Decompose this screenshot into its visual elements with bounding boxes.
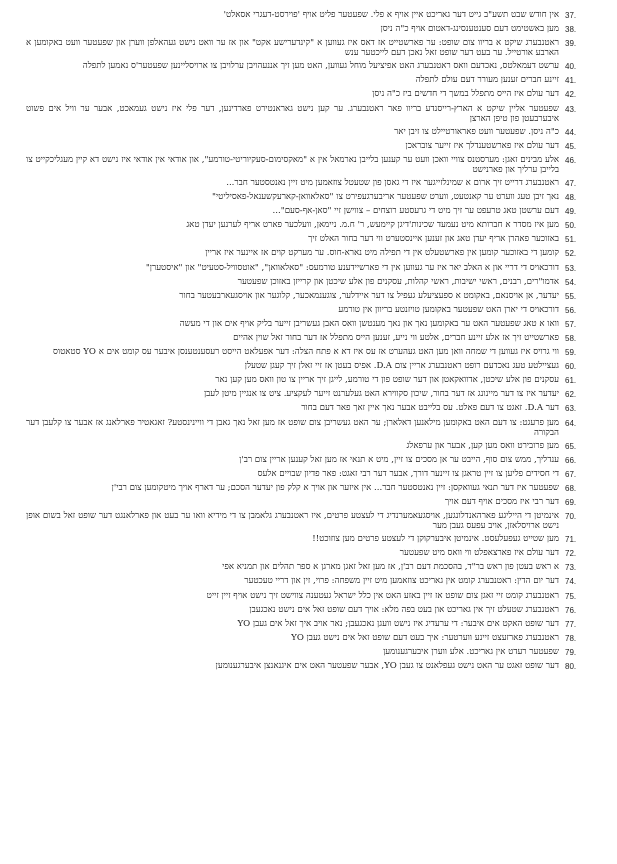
item-number: 55. — [565, 291, 577, 301]
item-number: 63. — [565, 404, 577, 414]
item-number: 57. — [565, 319, 577, 329]
list-item — [26, 234, 587, 245]
item-text: די חסידים פליען צו זיין טראגן צו זיינער דורך, אבער דער רבי זאגט: פאר פדיון שבויים אלעס — [257, 468, 559, 479]
list-item — [26, 319, 587, 330]
item-text: דער עולם איז פארשטענדלך איז זייער צובראכן — [405, 140, 559, 151]
item-text: מען באשטימט דעם סענטענסינג-דאטום אויף כ"ה ניסן — [380, 24, 559, 35]
numbered-list — [26, 10, 587, 672]
item-number: 48. — [565, 193, 577, 203]
item-number: 37. — [565, 11, 577, 20]
item-text: מען איז מסדר א חברותא מיט נעמעד שכינות'דיגן קיימעש, ר' ח.מ. ניימאן, וועלכער פארט אריף לערנען יעדן טאג — [186, 220, 559, 231]
item-text: ענדליך, ממש צום סוף, הייבט ער אן מסכים צו זיין, מיט א תנאי אז מען זאל קענען אריין צום רב'ן — [239, 454, 559, 465]
item-text: ווי גרויס איז געווען די שמחה וואן מען האט געהערט אז עס איז דא א פתח הצלה: דער אפעלאט הייסט רעסענטענסן איבער עס קומט אים א YO סטאטוס — [53, 347, 559, 358]
list-item — [26, 291, 587, 302]
list-item — [26, 38, 587, 58]
item-number: 58. — [565, 333, 577, 343]
item-text: דער שופט זאגט ער האט נישט געפלאנט צו געבן YO, אבער שפעטער האט אים איגנאנצן איבערגענומען — [215, 661, 559, 672]
list-item — [26, 661, 587, 672]
item-number: 56. — [565, 305, 577, 315]
item-text: מען שטייט געפעלעסט. אינמיטן איבערקוקן די לעצטע פרטים מען צוזוכט!! — [312, 534, 559, 545]
item-number: 79. — [565, 647, 577, 657]
item-text: זיינע חברים זענען מעורר דעם עולם לתפלה — [415, 75, 559, 86]
item-number: 74. — [565, 577, 577, 587]
item-number: 77. — [565, 619, 577, 629]
list-item — [26, 619, 587, 630]
item-text: יעדער איז צו דער מיינונג אז דער בחור, שיכון סקווירא האט געלערנט זייער לעקציע. ציט צו אנגיין מיטן לעבן — [203, 389, 559, 400]
list-item — [26, 403, 587, 414]
item-number: 61. — [565, 376, 577, 386]
list-item — [26, 347, 587, 358]
item-number: 59. — [565, 348, 577, 358]
list-item — [26, 455, 587, 466]
item-text: אדמו"רים, רבנים, ראשי ישיבות, ראשי קהלות, עסקנים פון אלע שיכטן און קרייזן באזוכן שפעטער — [237, 276, 559, 287]
item-text: שפעטער אליין שיקט א הארץ-רייסנדע בריוו פאר ראטנבערג. ער קען נישט גאראנטירט פארדינען, דער פלי איז נישט געמאכט, אבער ער וויל אים פשוט איבערבעטן פון טיפן הארצן — [26, 103, 559, 124]
item-text: שפעטער איז דער תנאי געוואקסן: זיין נאנטסטער חבר... אין איזער און אויך א קלק פון יעדער הסכם; ער דארף אויך מיטקומען צום רבי'ן — [111, 482, 559, 493]
item-number: 45. — [565, 141, 577, 151]
item-text: פארשטייט זיך אז אלע זיינע חברים, אלטע ווי נייע, זענען הייס מתפלל אז דער בחור זאל שוין אהיים — [233, 332, 559, 343]
item-text: מען פרעגט: צו דעם האט באקומען מילאנען דאלארן; ער האט געשריבן צום שופט אז מען זאל נאך גאבן די וויינינסטע? זאגאטיר פארלאנג אז אבער צו קלעבן דער הבקורה — [26, 417, 559, 438]
item-number: 64. — [565, 418, 577, 428]
item-text: ראטנבערג שטעלט זיך אין גאריכט און בעט בפה מלא: אויך דעם שופט זאל אים נישט נאכגעבן — [249, 604, 559, 615]
list-item — [26, 605, 587, 616]
item-number: 67. — [565, 469, 577, 479]
list-item — [26, 141, 587, 152]
item-number: 54. — [565, 277, 577, 287]
item-text: מען פרובירט וואס מען קען, אבער און ערפאלג — [406, 440, 559, 451]
list-item — [26, 263, 587, 274]
item-text: אין חודש שבט תשע"ב גייט דער גאריכט איין אויף א פלי. שפעטער פליט אויף 'פוירסט-דעגרי אסאלט' — [223, 10, 559, 20]
list-item — [26, 10, 587, 21]
item-number: 60. — [565, 362, 577, 372]
item-text: דער עולם איז הייס מתפלל במשך די חדשים ביז כ"ה ניסן — [372, 89, 559, 100]
list-item — [26, 389, 587, 400]
item-text: ראטנבערג שיקט א בריוו צום שופט: ער פארשטייט אז דאס איז געווען א "קינדערישע אקט" און אז ער וואט נישט געהאלפן ווערן און שפעטער וועט באקומען א הארבע אורטייל. ער בעט דער שופט זאל נאכן דעם לייכטער ענש — [26, 38, 559, 59]
item-text: דורכאויס די דריי און א האלב יאר איז ער געווען אין די פארשיידענע טורמעס: "סאלאוואן", "אוטסוויל-סטעיט" און "איסטערן" — [145, 262, 559, 273]
item-text: דער שופט האקט אים איבער: די ערעדיג איז נישט וועגן נאכגעבן; נאר אויב איך זאל אים געבן YO — [237, 618, 559, 629]
list-item — [26, 483, 587, 494]
item-number: 51. — [565, 235, 577, 245]
item-number: 49. — [565, 207, 577, 217]
item-number: 66. — [565, 455, 577, 465]
list-item — [26, 206, 587, 217]
item-number: 65. — [565, 441, 577, 451]
item-text: אלע מבינים זאגן: מערסטנס צוויי וואכן וועט ער קענען בלייבן נארמאל אין א "מאקסימום-סעקיוריטי-טורמע", און אודאי אין אודאי איז נישט דא קיין מעגליכקייט צו בלייבן ערליך און פארנישט — [26, 154, 559, 175]
list-item — [26, 24, 587, 35]
item-text: נאך זיבן טעג ווערט ער קאנטעט, ווערט שפעטער אריבערגעפירט צו "סאלאוואן-קארעקשענאל-פאסיליטי" — [211, 192, 559, 203]
item-text: געציילטע טעג נאכדעם רופט ראטנבערג אריין צום D.A. אפיס בעטן אז זיי זאלן זיך קעגן שטעלן — [244, 361, 559, 372]
item-text: דורכאויס די יארן האט שפעטער באקומען טויזנטע בריוון אין טורמע — [338, 304, 559, 315]
item-text: דער D.A. זאגט צו דעם פאלט. עס בלייבט אבער נאך איין זאך פאר דעם בחור — [301, 403, 559, 414]
item-number: 69. — [565, 498, 577, 507]
item-number: 40. — [565, 62, 577, 72]
list-item — [26, 469, 587, 480]
list-item — [26, 333, 587, 344]
item-number: 68. — [565, 483, 577, 493]
list-item — [26, 633, 587, 644]
item-number: 52. — [565, 249, 577, 259]
item-text: א ראש בעטן פון ראש בר"ד, בהסכמת דעם רב'ן, אז מען זאל זאגן מארגן א ספר תהלים און תמניא אפי — [222, 562, 559, 573]
item-text: דער עולם איז פארצאפלט ווי וואס מיט שפעטער — [399, 548, 559, 559]
item-number: 47. — [565, 178, 577, 188]
item-number: 41. — [565, 76, 577, 86]
item-number: 78. — [565, 633, 577, 643]
list-item — [26, 61, 587, 72]
list-item — [26, 647, 587, 658]
item-text: קומען די באזוכער קומען אין פארשטעלט אין די תפילה מיט נארא-חוס. ער מערקט קוים אז איינער איז אריין — [205, 248, 559, 259]
item-text: אינמיטן די הייליגע פארהאנדלונגען, אויסגעאמערנדיג די לעצטע פרטים, איז ראטנבערג גלאמבן צו די מידיא וואו ער בעט און פארלאנגט דער שופט זאל בשום אופן נישט ארויסלאזן, אויב עפעס געבן מער — [26, 511, 559, 532]
list-item — [26, 277, 587, 288]
item-number: 50. — [565, 221, 577, 231]
list-item — [26, 441, 587, 452]
item-text: עסקנים פון אלע שיכטן, אדוואקאטן און דער שופט פון די טורמע, לייגן זיך אריין צו טון וואס מען קען נאר — [215, 375, 559, 386]
list-item — [26, 178, 587, 189]
item-number: 43. — [565, 104, 577, 114]
item-number: 72. — [565, 549, 577, 559]
list-item — [26, 511, 587, 531]
list-item — [26, 548, 587, 559]
item-number: 62. — [565, 390, 577, 400]
list-item — [26, 248, 587, 259]
item-text: וואו א טאג שפעטער האט ער באקומען נאך און נאך מענטשן וואס האבן געשריבן זייער בליק אויף אים און די מעשה — [179, 318, 559, 329]
list-item — [26, 155, 587, 175]
list-item — [26, 497, 587, 508]
item-number: 71. — [565, 535, 577, 545]
item-text: שפעטער רעדט אין גאריכט. אלע ווערן איבערגענומען — [383, 646, 559, 657]
item-number: 75. — [565, 591, 577, 601]
list-item — [26, 127, 587, 138]
list-item — [26, 361, 587, 372]
list-item — [26, 75, 587, 86]
item-number: 53. — [565, 263, 577, 273]
list-item — [26, 305, 587, 316]
list-item — [26, 104, 587, 124]
list-item — [26, 591, 587, 602]
item-number: 76. — [565, 605, 577, 615]
list-item — [26, 89, 587, 100]
list-item — [26, 192, 587, 203]
item-text: דער יום הדין: ראטנבערג קומט אין גאריכט צוזאמען מיט זיין משפחה: פרוי, זין און דריי טעכטער — [244, 576, 559, 587]
list-item — [26, 534, 587, 545]
item-text: כ"ה ניסן. שפעטער וועט פאראורטיילט צו זיבן יאר — [394, 126, 559, 137]
item-number: 80. — [565, 662, 577, 672]
item-text: יעדער, אן אויסנאם, באקומט א ספעציעלע געפיל צו דער איידלער, צוגענמאכער, קלוגער און אויסגעארבעטער בחור — [179, 290, 559, 301]
list-item — [26, 375, 587, 386]
item-text: ערשט דעמאלטס, נאכדעם וואס ראטנבערג האט אפיציעל מוחל געווען, האט מען זיך אננעהויבן ערלויבן צו ארויסליינען שפעטער'ס נאמען לתפלה — [82, 61, 559, 72]
item-text: דעם ערשטן טאג טרעפט ער זיך מיט די גרעסטע רוצחים – צווישן זיי "סאן-אף-סעם"... — [272, 206, 559, 217]
item-text: באזוכער פאהרן אריף יעדן טאג און זענען איינסטערט ווי דער בחור האלט זיך — [308, 234, 559, 245]
item-number: 38. — [565, 25, 577, 35]
list-item — [26, 576, 587, 587]
item-text: ראטנבערג קומט זיי זאגן צום שופט אז זיין באזע האט אין כלל ישראל געטענה צווישט זיך נישט אויף זיין זייט — [206, 590, 559, 601]
item-number: 70. — [565, 512, 577, 522]
item-number: 44. — [565, 127, 577, 137]
item-number: 42. — [565, 90, 577, 100]
item-text: דער רבי איז מסכים אויף דעם אויך — [444, 497, 559, 507]
list-item — [26, 562, 587, 573]
item-number: 73. — [565, 563, 577, 573]
item-text: ראטנבערג פארזעצט זיינע ווערטער: איך בעט דעם שופט זאל אים נישט געבן YO — [291, 632, 559, 643]
list-item — [26, 220, 587, 231]
item-number: 39. — [565, 39, 577, 49]
list-item — [26, 418, 587, 438]
item-number: 46. — [565, 155, 577, 165]
item-text: ראטנבערג דרייט זיך ארום א שמינלזייגער איז די גאסן פון שטעטל צוזאמען מיט זיין נאנטסטער חבר... — [226, 177, 559, 188]
